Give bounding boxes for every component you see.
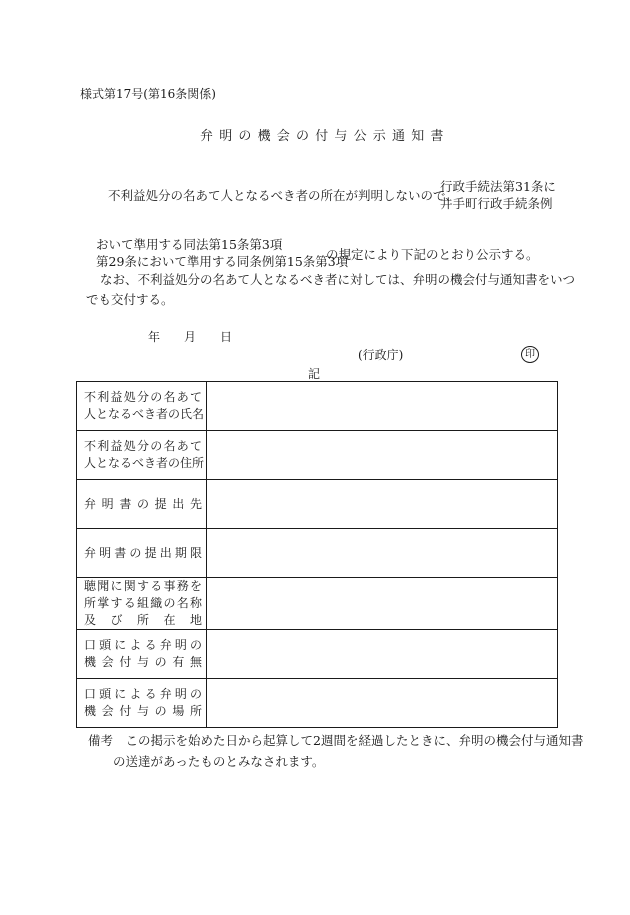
law-option-2-start: 井手町行政手続条例 bbox=[440, 196, 553, 211]
remarks-line2: の送達があったものとみなされます。 bbox=[113, 754, 325, 769]
table-row bbox=[77, 578, 558, 630]
agency-label: (行政庁) bbox=[358, 348, 404, 362]
table-row-value[interactable] bbox=[207, 382, 558, 431]
seal-icon: 印 bbox=[521, 346, 539, 363]
table-row bbox=[77, 630, 558, 679]
table-row-label-line: 聴聞に関する事務を bbox=[84, 579, 202, 593]
month-label: 月 bbox=[184, 330, 197, 344]
table-row-value[interactable] bbox=[207, 679, 558, 728]
table-row-label-line: 所掌する組織の名称 bbox=[84, 596, 202, 610]
table-row-label-line: 口頭による弁明の bbox=[84, 687, 202, 701]
table-row bbox=[77, 480, 558, 529]
table-row-label-line: 人となるべき者の住所 bbox=[84, 456, 205, 470]
document-title: 弁明の機会の付与公示通知書 bbox=[200, 129, 450, 144]
table-row-label-line: 機会付与の場所 bbox=[84, 704, 202, 718]
table-row bbox=[77, 679, 558, 728]
day-label: 日 bbox=[220, 330, 233, 344]
table-row bbox=[77, 529, 558, 578]
table-row-label-line: 人となるべき者の氏名 bbox=[84, 407, 205, 421]
paragraph2-line1: なお、不利益処分の名あて人となるべき者に対しては、弁明の機会付与通知書をいつ bbox=[100, 272, 576, 287]
table-row-label bbox=[77, 529, 207, 578]
body-tail-text: の規定により下記のとおり公示する。 bbox=[326, 247, 539, 262]
table-row bbox=[77, 431, 558, 480]
table-row-label-line: 機会付与の有無 bbox=[84, 655, 202, 669]
paragraph2-line2: でも交付する。 bbox=[86, 292, 174, 307]
table-row-value[interactable] bbox=[207, 480, 558, 529]
remarks-line1: 備考 この掲示を始めた日から起算して2週間を経過したときに、弁明の機会付与通知書 bbox=[88, 733, 584, 748]
law-option-1-end: おいて準用する同法第15条第3項 bbox=[96, 237, 283, 252]
record-label: 記 bbox=[308, 367, 321, 381]
table-row-label-line: 及び所在地 bbox=[84, 613, 202, 627]
table-row-label-line: 弁明書の提出先 bbox=[84, 496, 202, 511]
table-row-label-line: 口頭による弁明の bbox=[84, 638, 202, 652]
table-row bbox=[77, 382, 558, 431]
table-row-label-line: 不利益処分の名あて bbox=[84, 390, 202, 404]
table-row-label-line: 弁明書の提出期限 bbox=[84, 545, 202, 560]
law-option-1-start: 行政手続法第31条に bbox=[440, 179, 556, 194]
table-row-label-line: 不利益処分の名あて bbox=[84, 439, 202, 453]
table-row-label bbox=[77, 630, 207, 679]
law-option-2-end: 第29条において準用する同条例第15条第3項 bbox=[96, 254, 349, 269]
table-row-label bbox=[77, 431, 207, 480]
notice-table bbox=[76, 381, 558, 728]
table-row-value[interactable] bbox=[207, 630, 558, 679]
table-row-label bbox=[77, 480, 207, 529]
law-options-start bbox=[440, 178, 556, 212]
form-number: 様式第17号(第16条関係) bbox=[80, 87, 216, 101]
table-row-value[interactable] bbox=[207, 578, 558, 630]
law-options-end bbox=[96, 236, 348, 270]
table-row-label bbox=[77, 382, 207, 431]
table-row-value[interactable] bbox=[207, 431, 558, 480]
year-label: 年 bbox=[148, 330, 161, 344]
date-line bbox=[148, 328, 232, 345]
body-lead-text: 不利益処分の名あて人となるべき者の所在が判明しないので、 bbox=[108, 188, 458, 203]
table-row-label bbox=[77, 679, 207, 728]
table-row-label bbox=[77, 578, 207, 630]
table-row-value[interactable] bbox=[207, 529, 558, 578]
